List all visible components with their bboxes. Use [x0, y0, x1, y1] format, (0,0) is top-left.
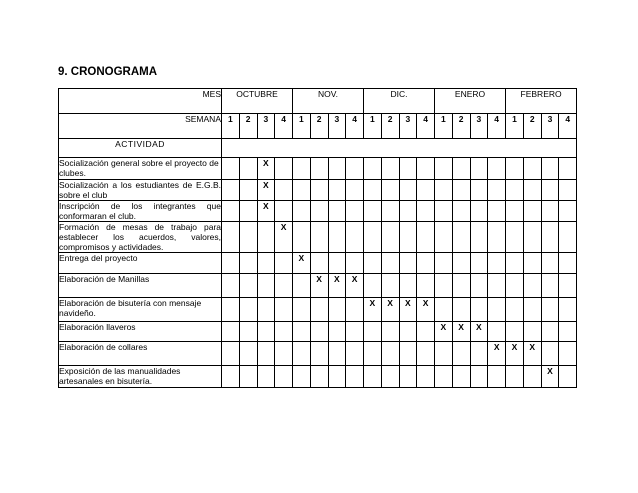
schedule-cell [275, 274, 293, 298]
schedule-cell [239, 322, 257, 342]
activity-label: Elaboración de collares [59, 342, 222, 366]
schedule-cell [275, 180, 293, 201]
schedule-cell [381, 274, 399, 298]
activity-row [59, 222, 577, 253]
schedule-mark: X [364, 298, 382, 322]
schedule-cell [293, 342, 311, 366]
schedule-cell [257, 366, 275, 388]
activity-row [59, 180, 577, 201]
schedule-cell [239, 274, 257, 298]
week-number: 2 [381, 114, 399, 139]
schedule-cell [452, 180, 470, 201]
week-number: 1 [506, 114, 524, 139]
schedule-cell [293, 298, 311, 322]
month-header: OCTUBRE [222, 89, 293, 114]
schedule-cell [506, 222, 524, 253]
activity-header-row [59, 139, 577, 158]
schedule-cell [399, 201, 417, 222]
schedule-cell [559, 180, 577, 201]
activity-label: Elaboración de Manillas [59, 274, 222, 298]
schedule-cell [364, 322, 382, 342]
schedule-cell [257, 222, 275, 253]
month-header: ENERO [435, 89, 506, 114]
schedule-mark: X [293, 253, 311, 274]
week-number: 3 [399, 114, 417, 139]
schedule-cell [399, 158, 417, 180]
schedule-cell [523, 253, 541, 274]
schedule-cell [470, 274, 488, 298]
schedule-cell [488, 201, 506, 222]
schedule-cell [346, 201, 364, 222]
schedule-cell [470, 201, 488, 222]
schedule-cell [239, 342, 257, 366]
schedule-cell [435, 201, 453, 222]
schedule-cell [488, 158, 506, 180]
week-number: 4 [488, 114, 506, 139]
actividad-label: ACTIVIDAD [59, 139, 222, 158]
schedule-mark: X [257, 201, 275, 222]
schedule-cell [470, 342, 488, 366]
schedule-cell [381, 180, 399, 201]
schedule-cell [275, 253, 293, 274]
activity-row [59, 366, 577, 388]
schedule-cell [275, 342, 293, 366]
activity-label: Elaboración llaveros [59, 322, 222, 342]
schedule-cell [435, 253, 453, 274]
section-title: 9. CRONOGRAMA [58, 66, 158, 78]
schedule-cell [559, 222, 577, 253]
schedule-cell [346, 222, 364, 253]
week-number: 1 [293, 114, 311, 139]
month-header: FEBRERO [506, 89, 577, 114]
schedule-cell [541, 253, 559, 274]
schedule-cell [399, 322, 417, 342]
schedule-cell [417, 201, 435, 222]
schedule-cell [488, 222, 506, 253]
schedule-cell [346, 366, 364, 388]
schedule-cell [435, 366, 453, 388]
schedule-cell [470, 158, 488, 180]
schedule-cell [506, 158, 524, 180]
week-number: 4 [417, 114, 435, 139]
week-number: 4 [559, 114, 577, 139]
schedule-cell [488, 274, 506, 298]
schedule-cell [293, 180, 311, 201]
schedule-cell [435, 342, 453, 366]
schedule-cell [239, 180, 257, 201]
schedule-cell [328, 158, 346, 180]
semana-label: SEMANA [59, 114, 222, 139]
week-header-row [59, 114, 577, 139]
activity-label: Elaboración de bisutería con mensaje navideño. [59, 298, 222, 322]
schedule-cell [275, 322, 293, 342]
week-number: 2 [310, 114, 328, 139]
schedule-cell [239, 158, 257, 180]
schedule-mark: X [399, 298, 417, 322]
schedule-cell [257, 342, 275, 366]
schedule-cell [275, 366, 293, 388]
schedule-cell [523, 274, 541, 298]
schedule-cell [523, 298, 541, 322]
schedule-mark: X [346, 274, 364, 298]
schedule-mark: X [310, 274, 328, 298]
schedule-cell [346, 158, 364, 180]
schedule-cell [310, 158, 328, 180]
schedule-cell [328, 366, 346, 388]
schedule-cell [541, 201, 559, 222]
activity-row [59, 274, 577, 298]
schedule-cell [222, 253, 240, 274]
schedule-mark: X [417, 298, 435, 322]
schedule-cell [399, 180, 417, 201]
schedule-cell [310, 222, 328, 253]
schedule-cell [310, 201, 328, 222]
activity-row [59, 298, 577, 322]
schedule-cell [328, 342, 346, 366]
schedule-cell [364, 222, 382, 253]
schedule-cell [488, 298, 506, 322]
activity-row [59, 322, 577, 342]
schedule-cell [488, 180, 506, 201]
schedule-cell [293, 158, 311, 180]
month-header: DIC. [364, 89, 435, 114]
schedule-cell [452, 366, 470, 388]
schedule-cell [239, 201, 257, 222]
schedule-cell [222, 180, 240, 201]
month-header-row [59, 89, 577, 114]
schedule-cell [541, 158, 559, 180]
schedule-cell [399, 366, 417, 388]
schedule-table [58, 88, 577, 388]
activity-label: Formación de mesas de trabajo para establecer los acuerdos, valores, compromisos y actividades. [59, 222, 221, 252]
schedule-cell [435, 298, 453, 322]
schedule-cell [417, 322, 435, 342]
schedule-cell [506, 322, 524, 342]
schedule-mark: X [435, 322, 453, 342]
schedule-cell [381, 366, 399, 388]
schedule-cell [364, 342, 382, 366]
schedule-cell [222, 342, 240, 366]
schedule-cell [222, 298, 240, 322]
week-number: 2 [452, 114, 470, 139]
schedule-cell [488, 253, 506, 274]
schedule-cell [381, 342, 399, 366]
schedule-cell [364, 201, 382, 222]
schedule-cell [417, 158, 435, 180]
activity-label: Exposición de las manualidades artesanales en bisutería. [59, 366, 222, 388]
schedule-cell [559, 253, 577, 274]
schedule-cell [364, 180, 382, 201]
schedule-cell [523, 158, 541, 180]
schedule-cell [222, 201, 240, 222]
schedule-mark: X [541, 366, 559, 388]
schedule-cell [275, 158, 293, 180]
schedule-cell [506, 274, 524, 298]
schedule-cell [470, 366, 488, 388]
activity-label: Socialización a los estudiantes de E.G.B. sobre el club [59, 180, 221, 200]
week-number: 1 [222, 114, 240, 139]
schedule-cell [222, 366, 240, 388]
schedule-cell [257, 274, 275, 298]
schedule-cell [559, 274, 577, 298]
schedule-mark: X [328, 274, 346, 298]
schedule-cell [559, 158, 577, 180]
schedule-cell [364, 366, 382, 388]
schedule-cell [452, 253, 470, 274]
schedule-cell [523, 322, 541, 342]
schedule-cell [506, 201, 524, 222]
schedule-cell [541, 298, 559, 322]
schedule-cell [310, 366, 328, 388]
schedule-cell [435, 180, 453, 201]
activity-label: Entrega del proyecto [59, 253, 222, 274]
schedule-cell [523, 222, 541, 253]
schedule-mark: X [257, 158, 275, 180]
schedule-cell [328, 298, 346, 322]
schedule-cell [310, 180, 328, 201]
schedule-cell [310, 342, 328, 366]
schedule-cell [310, 253, 328, 274]
schedule-cell [275, 298, 293, 322]
schedule-cell [506, 298, 524, 322]
week-number: 2 [239, 114, 257, 139]
schedule-cell [293, 201, 311, 222]
schedule-cell [293, 274, 311, 298]
schedule-cell [364, 274, 382, 298]
schedule-cell [506, 253, 524, 274]
schedule-cell [293, 322, 311, 342]
schedule-cell [346, 253, 364, 274]
schedule-cell [257, 322, 275, 342]
schedule-cell [417, 274, 435, 298]
schedule-cell [310, 322, 328, 342]
schedule-cell [381, 322, 399, 342]
activity-row [59, 342, 577, 366]
week-number: 4 [346, 114, 364, 139]
schedule-cell [293, 222, 311, 253]
schedule-cell [452, 274, 470, 298]
schedule-cell [346, 342, 364, 366]
schedule-cell [399, 274, 417, 298]
mes-label: MES [59, 89, 222, 114]
schedule-cell [346, 180, 364, 201]
schedule-cell [328, 253, 346, 274]
schedule-cell [417, 253, 435, 274]
schedule-cell [470, 298, 488, 322]
schedule-cell [506, 366, 524, 388]
schedule-cell [470, 253, 488, 274]
schedule-mark: X [488, 342, 506, 366]
schedule-cell [222, 274, 240, 298]
schedule-mark: X [452, 322, 470, 342]
schedule-cell [417, 180, 435, 201]
schedule-cell [239, 253, 257, 274]
week-number: 4 [275, 114, 293, 139]
week-number: 3 [470, 114, 488, 139]
activity-row [59, 253, 577, 274]
activity-label: Socialización general sobre el proyecto de clubes. [59, 158, 222, 180]
week-number: 1 [435, 114, 453, 139]
schedule-cell [381, 253, 399, 274]
schedule-cell [523, 180, 541, 201]
schedule-cell [559, 201, 577, 222]
schedule-cell [257, 298, 275, 322]
schedule-cell [435, 158, 453, 180]
week-number: 3 [541, 114, 559, 139]
schedule-cell [541, 222, 559, 253]
activity-row [59, 158, 577, 180]
schedule-cell [559, 366, 577, 388]
schedule-cell [417, 222, 435, 253]
schedule-cell [470, 180, 488, 201]
schedule-cell [239, 298, 257, 322]
schedule-cell [239, 366, 257, 388]
schedule-cell [417, 366, 435, 388]
schedule-cell [417, 342, 435, 366]
schedule-cell [452, 201, 470, 222]
schedule-cell [222, 222, 240, 253]
schedule-cell [559, 298, 577, 322]
schedule-cell [328, 180, 346, 201]
schedule-cell [452, 342, 470, 366]
schedule-cell [399, 253, 417, 274]
activity-row [59, 201, 577, 222]
schedule-cell [523, 366, 541, 388]
schedule-cell [381, 222, 399, 253]
schedule-cell [239, 222, 257, 253]
schedule-cell [488, 322, 506, 342]
schedule-cell [488, 366, 506, 388]
schedule-cell [435, 222, 453, 253]
schedule-cell [523, 201, 541, 222]
schedule-cell [328, 201, 346, 222]
schedule-cell [328, 222, 346, 253]
schedule-mark: X [275, 222, 293, 253]
schedule-cell [452, 298, 470, 322]
schedule-cell [506, 180, 524, 201]
schedule-cell [293, 366, 311, 388]
schedule-cell [222, 322, 240, 342]
schedule-cell [470, 222, 488, 253]
schedule-cell [310, 298, 328, 322]
schedule-cell [364, 158, 382, 180]
week-number: 3 [328, 114, 346, 139]
schedule-cell [399, 342, 417, 366]
schedule-cell [364, 253, 382, 274]
schedule-cell [346, 322, 364, 342]
schedule-cell [452, 222, 470, 253]
schedule-mark: X [506, 342, 524, 366]
schedule-cell [559, 322, 577, 342]
week-number: 3 [257, 114, 275, 139]
schedule-cell [275, 201, 293, 222]
schedule-mark: X [523, 342, 541, 366]
schedule-mark: X [470, 322, 488, 342]
header-blank-cell [222, 139, 577, 158]
schedule-cell [559, 342, 577, 366]
schedule-cell [452, 158, 470, 180]
schedule-cell [381, 158, 399, 180]
schedule-cell [541, 180, 559, 201]
schedule-mark: X [257, 180, 275, 201]
schedule-cell [346, 298, 364, 322]
week-number: 2 [523, 114, 541, 139]
schedule-cell [222, 158, 240, 180]
schedule-cell [541, 274, 559, 298]
schedule-cell [435, 274, 453, 298]
schedule-mark: X [381, 298, 399, 322]
schedule-cell [541, 342, 559, 366]
schedule-cell [257, 253, 275, 274]
schedule-cell [328, 322, 346, 342]
activity-label: Inscripción de los integrantes que conformaran el club. [59, 201, 221, 221]
schedule-cell [381, 201, 399, 222]
schedule-cell [399, 222, 417, 253]
schedule-cell [541, 322, 559, 342]
week-number: 1 [364, 114, 382, 139]
month-header: NOV. [293, 89, 364, 114]
